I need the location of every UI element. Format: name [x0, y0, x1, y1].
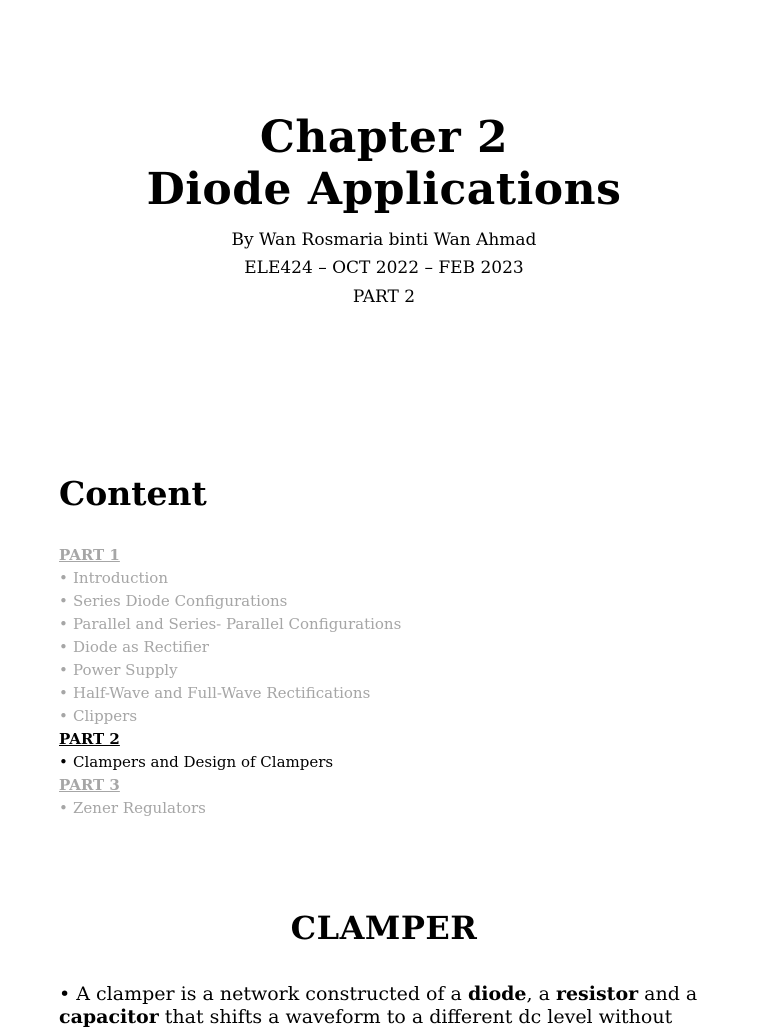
- bullet-icon: •: [59, 684, 68, 702]
- bullet-icon: •: [59, 707, 68, 725]
- definition-bold-capacitor: capacitor: [59, 1006, 159, 1028]
- toc-item-text: Diode as Rectifier: [73, 638, 209, 656]
- toc-part-text: PART 3: [59, 776, 120, 794]
- toc-item-text: Parallel and Series- Parallel Configurations: [73, 615, 402, 633]
- bullet-icon: •: [59, 569, 68, 587]
- toc-item-text: Zener Regulators: [73, 799, 206, 817]
- clamper-heading: CLAMPER: [290, 909, 478, 947]
- course-line: ELE424 – OCT 2022 – FEB 2023: [244, 258, 524, 278]
- clamper-definition: [59, 983, 699, 1029]
- title-line-1: Chapter 2: [259, 112, 509, 163]
- toc-list-item: [59, 659, 401, 682]
- toc-list-item: [59, 613, 401, 636]
- toc-part-label: [59, 728, 401, 751]
- bullet-icon: •: [59, 615, 68, 633]
- bullet-icon: •: [59, 592, 68, 610]
- table-of-contents: [59, 544, 401, 820]
- toc-list-item: [59, 590, 401, 613]
- bullet-icon: •: [59, 638, 68, 656]
- toc-item-text: Clampers and Design of Clampers: [73, 753, 334, 771]
- bullet-icon: •: [59, 661, 68, 679]
- definition-text-3: and a: [638, 983, 698, 1005]
- definition-bold-resistor: resistor: [555, 983, 639, 1005]
- toc-list-item: [59, 636, 401, 659]
- definition-text-2: , a: [526, 983, 556, 1005]
- definition-text-1: A clamper is a network constructed of a: [76, 983, 468, 1005]
- slide-title: [0, 112, 768, 216]
- toc-item-text: Half-Wave and Full-Wave Rectifications: [73, 684, 371, 702]
- toc-part-label: [59, 774, 401, 797]
- bullet-icon: •: [59, 753, 68, 771]
- bullet-icon: •: [59, 983, 71, 1005]
- toc-list-item: [59, 567, 401, 590]
- toc-part-text: PART 2: [59, 730, 120, 748]
- toc-part-label: [59, 544, 401, 567]
- toc-item-text: Clippers: [73, 707, 138, 725]
- title-slide: [0, 0, 768, 440]
- toc-item-text: Introduction: [73, 569, 168, 587]
- author-line: By Wan Rosmaria binti Wan Ahmad: [231, 230, 537, 250]
- toc-item-text: Series Diode Configurations: [73, 592, 288, 610]
- content-slide: [0, 440, 768, 840]
- toc-part-text: PART 1: [59, 546, 120, 564]
- toc-list-item: [59, 705, 401, 728]
- definition-text-4: that shifts a waveform to a different dc level without: [158, 1006, 673, 1028]
- definition-bold-diode: diode: [467, 983, 527, 1005]
- toc-list-item: [59, 682, 401, 705]
- title-line-2: Diode Applications: [146, 164, 622, 215]
- content-heading: Content: [59, 474, 207, 513]
- toc-item-text: Power Supply: [73, 661, 178, 679]
- toc-list-item: [59, 751, 401, 774]
- part-line: PART 2: [352, 287, 416, 307]
- clamper-slide: [0, 880, 768, 1028]
- toc-list-item: [59, 797, 401, 820]
- bullet-icon: •: [59, 799, 68, 817]
